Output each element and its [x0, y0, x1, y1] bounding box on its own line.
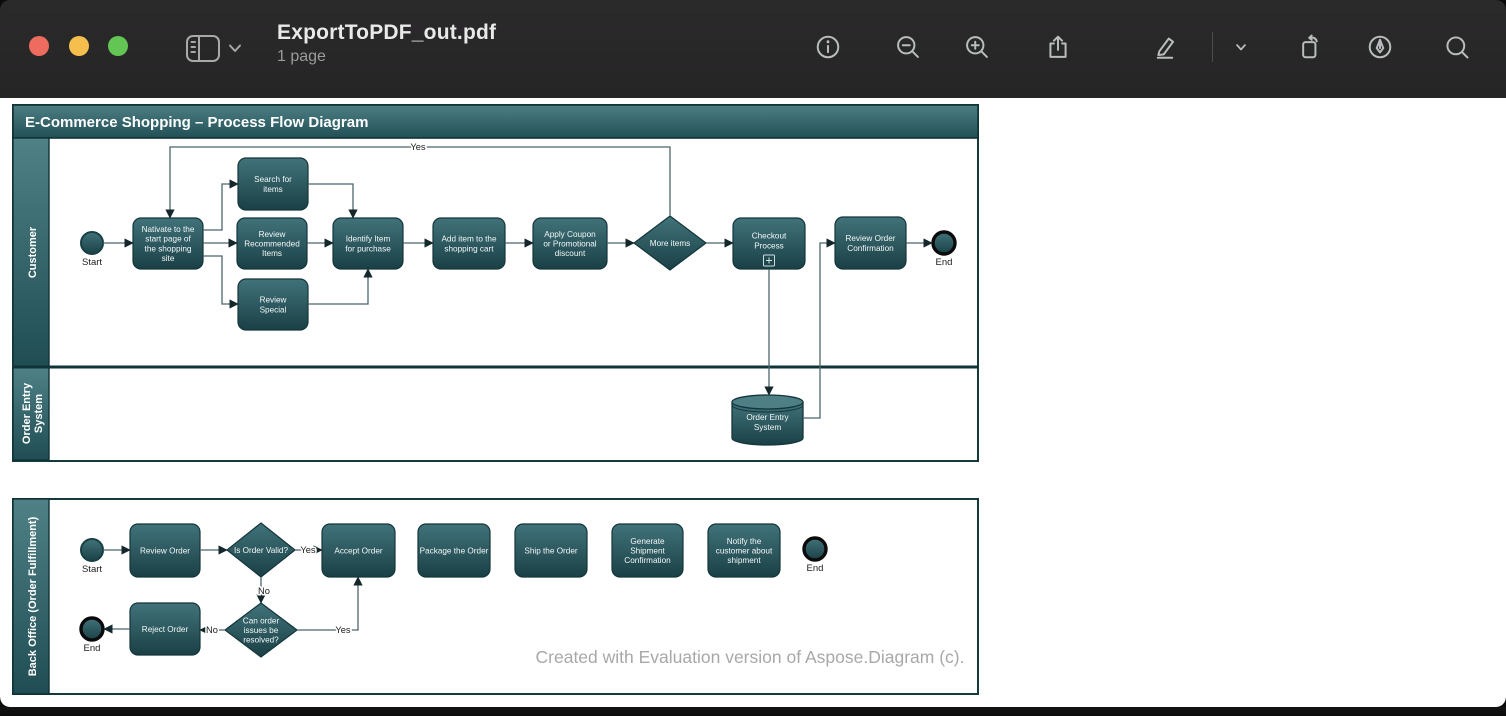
node-ship-order [515, 524, 587, 577]
close-button[interactable] [29, 36, 49, 56]
edge-label: No [258, 586, 270, 596]
svg-text:Checkout: Checkout [751, 231, 787, 241]
svg-text:Nativate to the: Nativate to the [141, 225, 195, 235]
markup-pencil-icon [1151, 33, 1179, 61]
search-button[interactable] [1440, 30, 1474, 64]
node-checkout [733, 218, 805, 269]
process-diagram-ecommerce [12, 104, 979, 462]
svg-text:the shopping: the shopping [144, 244, 192, 254]
svg-text:Package the Order: Package the Order [419, 546, 489, 556]
markup-button[interactable] [1148, 30, 1182, 64]
page-count: 1 page [277, 48, 326, 65]
svg-text:Shipment: Shipment [630, 546, 665, 556]
svg-text:issues be: issues be [243, 626, 279, 635]
node-end [933, 232, 955, 268]
edge-label: No [206, 625, 218, 635]
node-review-recommended [237, 218, 307, 269]
svg-text:Reject Order: Reject Order [141, 625, 189, 634]
svg-text:Start: Start [81, 564, 103, 575]
svg-text:End: End [806, 563, 824, 574]
svg-text:Confirmation: Confirmation [847, 243, 894, 253]
svg-text:site: site [161, 253, 175, 263]
svg-text:resolved?: resolved? [243, 635, 279, 645]
pen-nib-circle-icon [1366, 33, 1394, 61]
svg-text:Search for: Search for [254, 175, 292, 185]
svg-text:Customer: Customer [27, 226, 39, 279]
svg-text:More items: More items [649, 239, 691, 248]
node-reject-order [130, 603, 200, 655]
diagram-title: E-Commerce Shopping – Process Flow Diagram [25, 114, 369, 131]
info-icon [814, 33, 842, 61]
node-order-entry-db [732, 395, 803, 445]
lane-label [27, 226, 39, 278]
svg-text:End: End [935, 257, 953, 268]
chevron-down-icon [1229, 35, 1253, 59]
sidebar-toggle-button[interactable] [184, 31, 244, 65]
svg-text:Review: Review [258, 229, 286, 239]
titlebar [0, 0, 1506, 98]
zoom-out-icon [894, 33, 922, 61]
info-button[interactable] [811, 30, 845, 64]
svg-text:shipment: shipment [727, 556, 761, 566]
annotate-button[interactable] [1363, 30, 1397, 64]
svg-text:System: System [753, 422, 782, 432]
svg-text:Add item to the: Add item to the [441, 234, 497, 244]
node-review-special [238, 279, 308, 330]
zoom-in-button[interactable] [960, 30, 994, 64]
svg-text:Review Order: Review Order [139, 546, 191, 556]
node-generate-confirmation [612, 524, 683, 577]
svg-text:Back Office (Order Fulfillment: Back Office (Order Fulfillment) [27, 516, 39, 677]
node-navigate [133, 218, 203, 269]
svg-text:customer about: customer about [715, 546, 773, 556]
svg-text:start page of: start page of [145, 234, 191, 244]
svg-text:Process: Process [754, 241, 784, 251]
zoom-out-button[interactable] [891, 30, 925, 64]
pdf-page[interactable] [0, 98, 1506, 707]
svg-text:Items: Items [261, 249, 283, 259]
process-diagram-back-office [12, 498, 979, 695]
node-notify-customer [708, 524, 780, 577]
svg-text:Order Entry: Order Entry [21, 382, 33, 445]
svg-text:Can order: Can order [242, 616, 280, 626]
svg-text:System: System [33, 393, 45, 434]
document-title-block [277, 21, 496, 66]
svg-text:discount: discount [554, 249, 586, 259]
svg-text:items: items [263, 184, 283, 194]
svg-text:End: End [83, 643, 101, 654]
svg-text:shopping cart: shopping cart [444, 244, 494, 254]
toolbar-separator [1212, 32, 1213, 62]
node-review-confirmation [835, 217, 906, 269]
node-add-item [433, 218, 505, 269]
markup-options-button[interactable] [1224, 30, 1258, 64]
svg-text:Notify the: Notify the [726, 536, 762, 546]
edge-label: Yes [300, 545, 316, 555]
minimize-button[interactable] [69, 36, 89, 56]
svg-text:Special: Special [259, 305, 287, 315]
rotate-button[interactable] [1292, 30, 1326, 64]
svg-text:or Promotional: or Promotional [543, 239, 597, 249]
node-start [81, 232, 103, 268]
svg-text:Confirmation: Confirmation [624, 556, 671, 566]
node-apply-coupon [533, 218, 607, 269]
node-review-order [130, 524, 200, 577]
node-end2 [804, 538, 826, 574]
svg-text:Accept Order: Accept Order [334, 546, 383, 556]
node-package-order [418, 524, 490, 577]
svg-text:Review Order: Review Order [845, 234, 896, 244]
svg-text:Apply Coupon: Apply Coupon [544, 229, 596, 239]
edge-label: Yes [335, 625, 351, 635]
node-accept-order [322, 524, 395, 577]
svg-text:Start: Start [81, 257, 103, 268]
diagram-frame [13, 105, 978, 461]
node-end3 [81, 618, 103, 654]
node-identify-item [333, 218, 403, 269]
svg-text:Is Order Valid?: Is Order Valid? [234, 546, 288, 555]
svg-text:Ship the Order: Ship the Order [524, 546, 578, 556]
zoom-in-icon [963, 33, 991, 61]
rotate-left-icon [1295, 33, 1323, 61]
background-window-strip [0, 707, 1506, 716]
edge-label: Yes [410, 142, 426, 152]
share-icon [1044, 33, 1072, 61]
node-start2 [81, 539, 103, 575]
sidebar-icon [184, 32, 222, 64]
node-search-items [238, 158, 308, 210]
document-title: ExportToPDF_out.pdf [277, 21, 497, 44]
share-button[interactable] [1041, 30, 1075, 64]
svg-text:Generate: Generate [630, 536, 665, 546]
zoom-button[interactable] [108, 36, 128, 56]
svg-text:for purchase: for purchase [345, 244, 391, 254]
search-icon [1443, 33, 1471, 61]
svg-text:Recommended: Recommended [244, 239, 300, 249]
lane-label [27, 516, 39, 676]
svg-text:Identify Item: Identify Item [345, 234, 391, 244]
evaluation-watermark: Created with Evaluation version of Aspose.Diagram (c). [535, 647, 965, 667]
svg-text:Review: Review [259, 295, 287, 305]
svg-text:Order Entry: Order Entry [746, 413, 789, 423]
proxy-chevron-icon [228, 43, 242, 53]
